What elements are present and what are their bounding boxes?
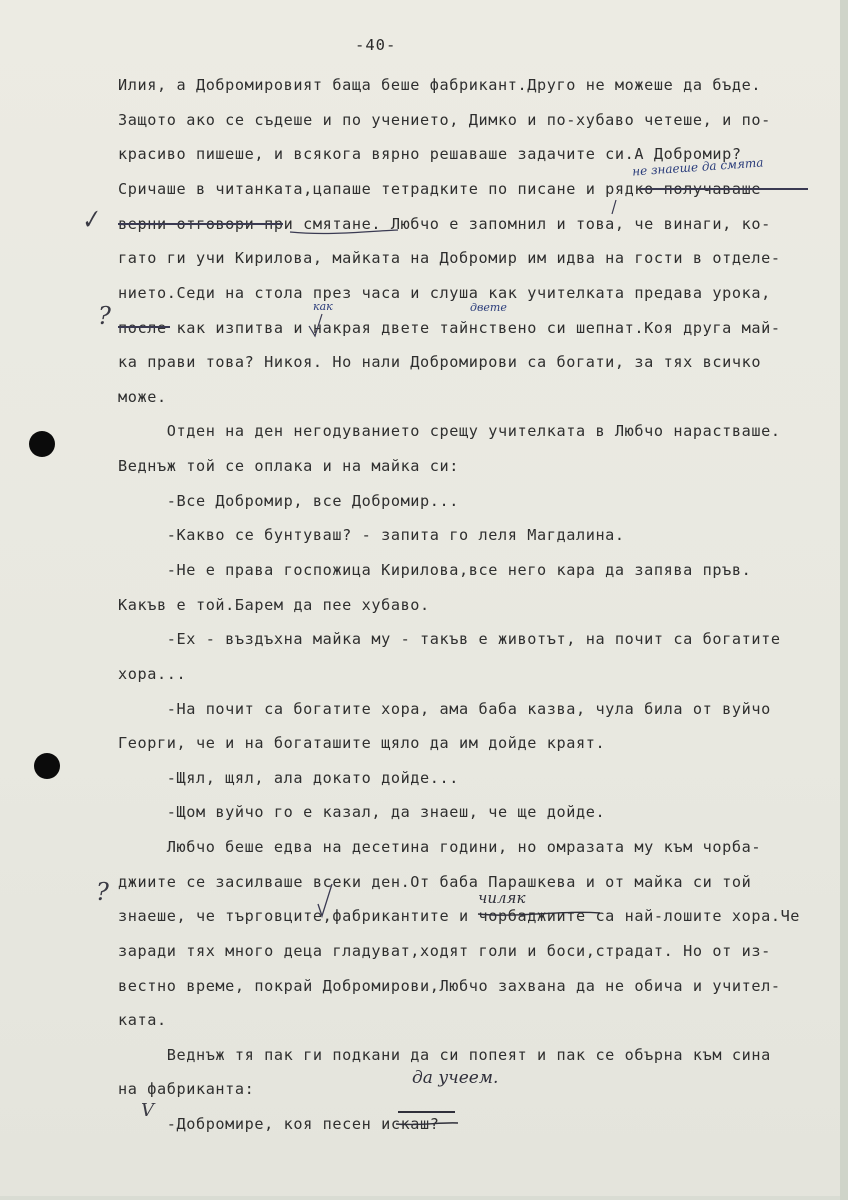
page-number: -40- xyxy=(355,36,397,54)
text-line: ка прави това? Никоя. Но нали Добромирови са богати, за тях всичко xyxy=(118,353,762,371)
text-line: красиво пишеше, и всякога вярно решаваше задачите си.А Добромир? xyxy=(118,145,742,163)
text-line: после как изпитва и накрая двете тайнствено си шепнат.Коя друга май- xyxy=(118,319,781,337)
text-line: вестно време, покрай Добромирови,Любчо захвана да не обича и учител- xyxy=(118,977,781,995)
text-line: хора... xyxy=(118,665,187,683)
text-line: -Не е права госпожица Кирилова,все него кара да запява пръв. xyxy=(118,561,752,579)
text-line: верни отговори при смятане. Любчо е запомнил и това, че винаги, ко- xyxy=(118,215,771,233)
margin-question-mark: ? xyxy=(96,878,109,906)
punch-hole-top xyxy=(29,431,55,457)
text-line: -Добромире, коя песен искаш? xyxy=(118,1115,440,1133)
text-line: -На почит са богатите хора, ама баба казва, чула била от вуйчо xyxy=(118,700,771,718)
text-line: Любчо беше едва на десетина години, но омразата му към чорба- xyxy=(118,838,762,856)
text-line: заради тях много деца гладуват,ходят голи и боси,страдат. Но от из- xyxy=(118,942,771,960)
text-line: Илия, а Добромировият баща беше фабрикант.Друго не можеше да бъде. xyxy=(118,76,762,94)
handwritten-note: двете xyxy=(470,301,507,314)
text-line: -Ех - въздъхна майка му - такъв е животът, на почит са богатите xyxy=(118,630,781,648)
handwritten-note: чиляк xyxy=(478,889,526,907)
typed-text-body xyxy=(118,76,828,1133)
text-line: -Щял, щял, ала докато дойде... xyxy=(118,769,460,787)
text-line: Какъв е той.Барем да пее хубаво. xyxy=(118,596,430,614)
text-line: -Все Добромир, все Добромир... xyxy=(118,492,460,510)
text-line: Отден на ден негодуванието срещу учителката в Любчо нарастваше. xyxy=(118,422,781,440)
punch-hole-bottom xyxy=(34,753,60,779)
margin-check-mark: V xyxy=(141,1100,154,1121)
text-line: джиите се засилваше всеки ден.От баба Парашкева и от майка си той xyxy=(118,873,752,891)
handwritten-note: как xyxy=(313,300,333,313)
handwritten-note: да учеем. xyxy=(412,1068,499,1088)
text-line: -Щом вуйчо го е казал, да знаеш, че ще дойде. xyxy=(118,803,606,821)
text-line: гато ги учи Кирилова, майката на Добромир им идва на гости в отделе- xyxy=(118,249,781,267)
margin-question-mark: ? xyxy=(98,302,111,330)
margin-check-mark: ✓ xyxy=(76,203,104,237)
text-line: може. xyxy=(118,388,167,406)
text-line: Веднъж тя пак ги подкани да си попеят и пак се обърна към сина xyxy=(118,1046,771,1064)
handwritten-note: не знаеше да смята xyxy=(631,155,764,179)
text-line: Веднъж той се оплака и на майка си: xyxy=(118,457,460,475)
page-edge xyxy=(840,0,848,1200)
text-line: Георги, че и на богаташите щяло да им дойде краят. xyxy=(118,734,606,752)
text-line: знаеше, че търговците,фабрикантите и чорбаджиите са най-лошите хора.Че xyxy=(118,907,801,925)
text-line: на фабриканта: xyxy=(118,1080,255,1098)
text-line: Сричаше в читанката,цапаше тетрадките по писане и рядко получаваше xyxy=(118,180,762,198)
text-line: -Какво се бунтуваш? - запита го леля Магдалина. xyxy=(118,526,625,544)
text-line: ката. xyxy=(118,1011,167,1029)
text-line: Защото ако се съдеше и по учението, Димко и по-хубаво четеше, и по- xyxy=(118,111,771,129)
text-line: нието.Седи на стола през часа и слуша как учителката предава урока, xyxy=(118,284,771,302)
